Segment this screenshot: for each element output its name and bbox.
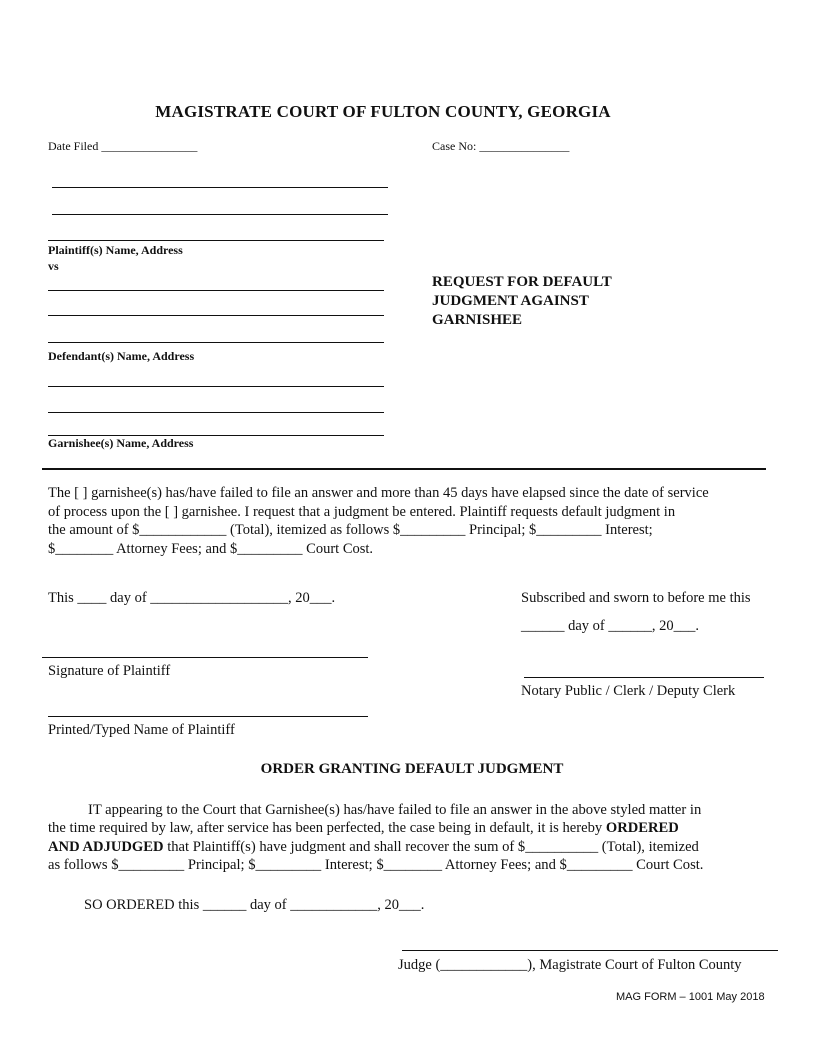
printed-name-label: Printed/Typed Name of Plaintiff xyxy=(48,722,235,738)
ordered-emphasis: ORDERED xyxy=(605,820,679,837)
this-day-field[interactable]: This ____ day of ___________________, 20___. xyxy=(48,590,336,606)
signature-plaintiff-label: Signature of Plaintiff xyxy=(48,663,171,679)
request-paragraph-line: The [ ] garnishee(s) has/have failed to file an answer and more than 45 days have elapsed since the date of service xyxy=(48,485,709,501)
request-title xyxy=(432,273,612,330)
request-paragraph-line: of process upon the [ ] garnishee. I request that a judgment be entered. Plaintiff requests default judgment in xyxy=(48,503,676,520)
printed-name-line[interactable] xyxy=(48,716,368,717)
order-paragraph-line xyxy=(48,819,778,837)
plaintiff-line-1[interactable] xyxy=(52,187,388,188)
form-footer: MAG FORM – 1001 May 2018 xyxy=(616,991,765,1003)
order-text: that Plaintiff(s) have judgment and shall recover the sum of $__________ (Total), itemized xyxy=(163,838,699,855)
notary-label: Notary Public / Clerk / Deputy Clerk xyxy=(521,683,736,699)
order-paragraph-line: as follows $_________ Principal; $_________ Interest; $________ Attorney Fees; and $_________ Court Cost. xyxy=(48,856,704,873)
date-filed-field[interactable]: Date Filed ________________ xyxy=(48,139,198,153)
garnishee-line-2[interactable] xyxy=(48,412,384,413)
request-title-line-3: GARNISHEE xyxy=(432,312,523,328)
defendant-label: Defendant(s) Name, Address xyxy=(48,349,195,363)
request-title-line-1: REQUEST FOR DEFAULT xyxy=(432,274,612,290)
defendant-line-1[interactable] xyxy=(48,290,384,291)
order-text: the time required by law, after service has been perfected, the case being in default, it is hereby xyxy=(48,820,606,837)
notary-signature-line[interactable] xyxy=(524,677,764,678)
defendant-line-3[interactable] xyxy=(48,342,384,343)
order-title: ORDER GRANTING DEFAULT JUDGMENT xyxy=(260,761,564,777)
request-title-line-2: JUDGMENT AGAINST xyxy=(432,293,589,309)
plaintiff-signature-line[interactable] xyxy=(42,657,368,658)
case-number-field[interactable]: Case No: _______________ xyxy=(432,139,570,153)
plaintiff-line-3[interactable] xyxy=(48,240,384,241)
subscribed-sworn-text: Subscribed and sworn to before me this xyxy=(521,590,751,606)
court-title: MAGISTRATE COURT OF FULTON COUNTY, GEORGIA xyxy=(155,102,611,121)
plaintiff-label: Plaintiff(s) Name, Address xyxy=(48,243,183,257)
garnishee-line-1[interactable] xyxy=(48,386,384,387)
request-paragraph-line: the amount of $____________ (Total), itemized as follows $_________ Principal; $_________ Interest; xyxy=(48,522,653,538)
order-paragraph xyxy=(48,801,778,874)
adjudged-emphasis: AND ADJUDGED xyxy=(48,838,164,855)
plaintiff-line-2[interactable] xyxy=(52,214,388,215)
sworn-date-field[interactable]: ______ day of ______, 20___. xyxy=(521,618,700,634)
request-paragraph-line: $________ Attorney Fees; and $_________ Court Cost. xyxy=(48,540,374,557)
garnishee-label: Garnishee(s) Name, Address xyxy=(48,436,194,450)
vs-label: vs xyxy=(48,259,59,273)
section-divider xyxy=(42,468,766,470)
request-paragraph xyxy=(48,484,709,558)
judge-signature-line[interactable] xyxy=(402,950,778,951)
judge-label: Judge (____________), Magistrate Court of Fulton County xyxy=(398,957,742,973)
defendant-line-2[interactable] xyxy=(48,315,384,316)
order-paragraph-line xyxy=(48,838,778,856)
order-paragraph-line: IT appearing to the Court that Garnishee(s) has/have failed to file an answer in the above styled matter in xyxy=(88,802,702,818)
so-ordered-field[interactable]: SO ORDERED this ______ day of ____________, 20___. xyxy=(84,897,425,913)
